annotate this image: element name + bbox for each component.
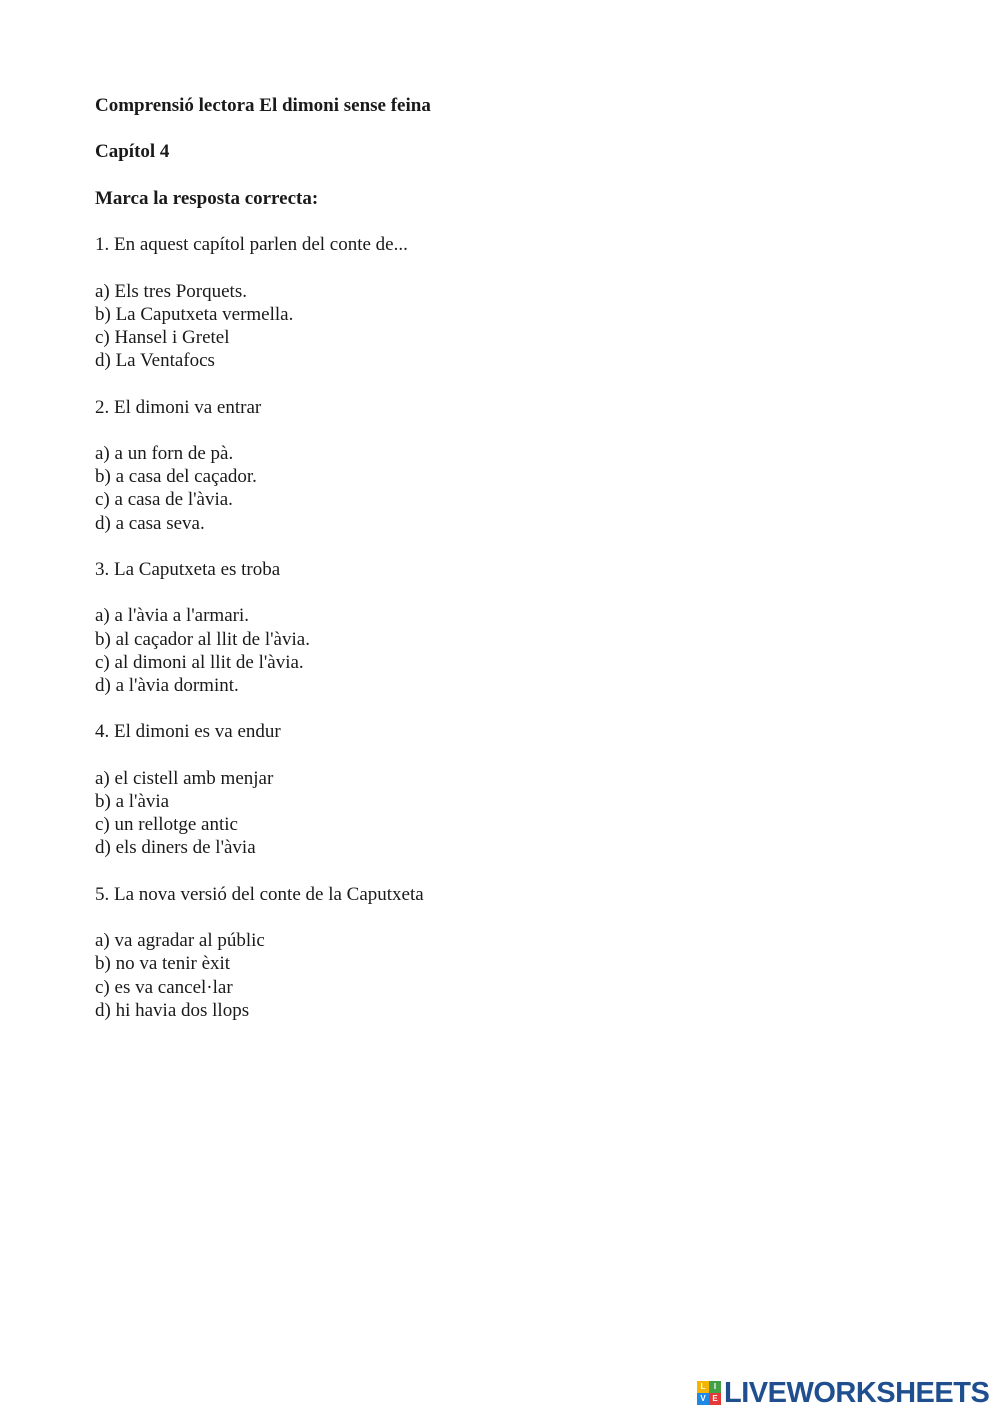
logo-mark-letter: E — [709, 1393, 721, 1405]
option-b[interactable]: b) al caçador al llit de l'àvia. — [95, 628, 310, 650]
option-a[interactable]: a) Els tres Porquets. — [95, 280, 247, 302]
logo-mark-letter: I — [709, 1381, 721, 1393]
question-block-5 — [95, 883, 915, 1022]
option-b[interactable]: b) no va tenir èxit — [95, 953, 231, 975]
option-list — [95, 767, 915, 860]
option-list — [95, 604, 915, 697]
chapter-heading: Capítol 4 — [95, 141, 170, 163]
option-d[interactable]: d) La Ventafocs — [95, 350, 215, 372]
option-a[interactable]: a) a un forn de pà. — [95, 442, 234, 464]
option-c[interactable]: c) Hansel i Gretel — [95, 326, 230, 348]
worksheet-page — [95, 94, 915, 1022]
option-list — [95, 442, 915, 535]
option-a[interactable]: a) a l'àvia a l'armari. — [95, 605, 250, 627]
option-b[interactable]: b) a casa del caçador. — [95, 466, 257, 488]
option-d[interactable]: d) els diners de l'àvia — [95, 837, 256, 859]
question-text: 1. En aquest capítol parlen del conte de... — [95, 234, 408, 256]
question-text: 4. El dimoni es va endur — [95, 721, 281, 743]
option-c[interactable]: c) es va cancel·lar — [95, 976, 233, 998]
option-a[interactable]: a) el cistell amb menjar — [95, 767, 274, 789]
question-text: 3. La Caputxeta es troba — [95, 558, 281, 580]
option-c[interactable]: c) a casa de l'àvia. — [95, 489, 233, 511]
option-d[interactable]: d) a casa seva. — [95, 512, 205, 534]
option-d[interactable]: d) hi havia dos llops — [95, 999, 250, 1021]
logo-mark-icon — [697, 1381, 721, 1405]
option-c[interactable]: c) un rellotge antic — [95, 814, 238, 836]
instruction-text: Marca la resposta correcta: — [95, 187, 319, 209]
question-block-4 — [95, 720, 915, 859]
option-c[interactable]: c) al dimoni al llit de l'àvia. — [95, 651, 304, 673]
logo-mark-letter: V — [697, 1393, 709, 1405]
option-b[interactable]: b) a l'àvia — [95, 790, 170, 812]
option-d[interactable]: d) a l'àvia dormint. — [95, 674, 239, 696]
question-block-2 — [95, 396, 915, 535]
question-block-1 — [95, 233, 915, 372]
option-list — [95, 929, 915, 1022]
question-text: 5. La nova versió del conte de la Caputxeta — [95, 883, 424, 905]
logo-text: LIVEWORKSHEETS — [724, 1377, 990, 1409]
logo-mark-letter: L — [697, 1381, 709, 1393]
worksheet-title: Comprensió lectora El dimoni sense feina — [95, 95, 431, 116]
option-b[interactable]: b) La Caputxeta vermella. — [95, 303, 294, 325]
liveworksheets-logo — [697, 1378, 989, 1408]
question-block-3 — [95, 558, 915, 697]
option-a[interactable]: a) va agradar al públic — [95, 930, 265, 952]
option-list — [95, 280, 915, 373]
question-text: 2. El dimoni va entrar — [95, 396, 262, 418]
